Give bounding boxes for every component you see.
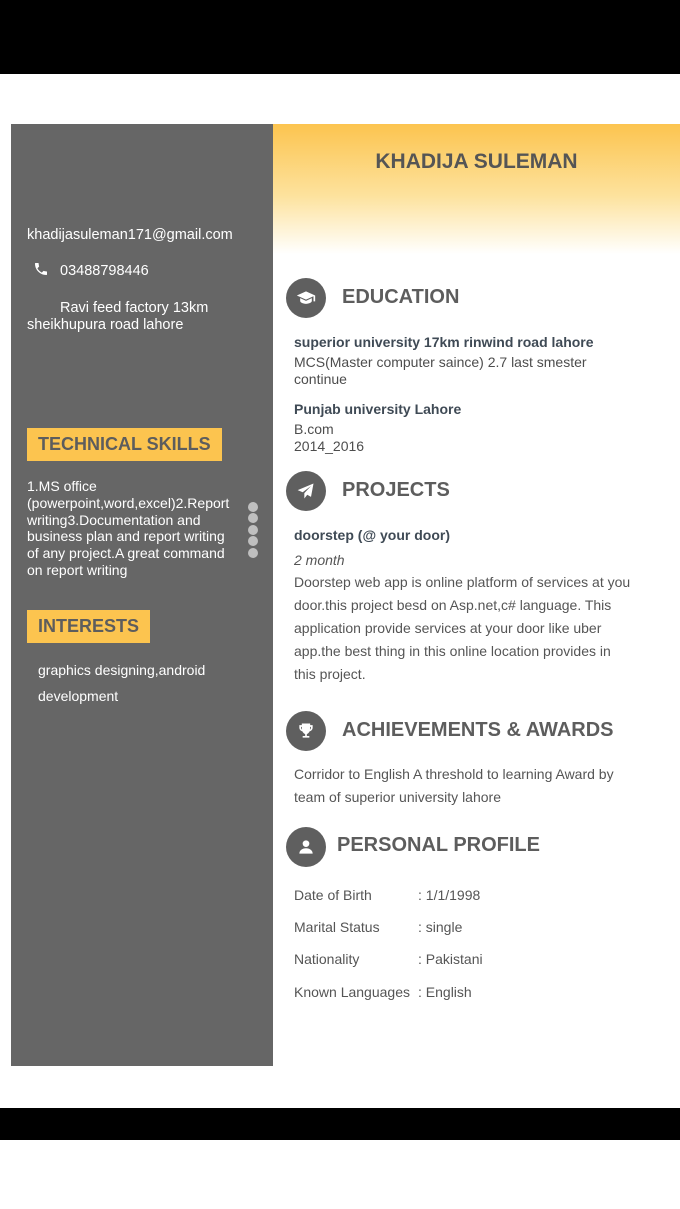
education-detail-1: MCS(Master computer saince) 2.7 last smester bbox=[294, 354, 587, 370]
dot bbox=[248, 536, 258, 546]
paper-plane-icon bbox=[296, 481, 316, 501]
address-line-1: Ravi feed factory 13km bbox=[60, 300, 209, 316]
project-duration: 2 month bbox=[294, 552, 345, 568]
trophy-icon bbox=[296, 721, 316, 741]
user-icon bbox=[296, 837, 316, 857]
skills-line: 1.MS office bbox=[27, 478, 97, 494]
address-line-2: sheikhupura road lahore bbox=[27, 317, 184, 333]
dob-value: : 1/1/1998 bbox=[418, 887, 481, 903]
project-line: this project. bbox=[294, 666, 366, 682]
dob-label: Date of Birth bbox=[294, 887, 372, 903]
languages-label: Known Languages bbox=[294, 984, 410, 1000]
achievement-line: Corridor to English A threshold to learning Award by bbox=[294, 766, 614, 782]
skills-line: (powerpoint,word,excel)2.Report bbox=[27, 494, 230, 511]
projects-title: PROJECTS bbox=[342, 479, 450, 501]
interests-line: graphics designing,android bbox=[38, 662, 206, 678]
project-line: application provide services at your door like uber bbox=[294, 620, 602, 636]
project-name: doorstep (@ your door) bbox=[294, 527, 450, 543]
skills-line: of any project.A great command bbox=[27, 545, 225, 562]
dot bbox=[248, 513, 258, 523]
dot bbox=[248, 525, 258, 535]
achievements-title: ACHIEVEMENTS & AWARDS bbox=[342, 719, 614, 741]
education-title: EDUCATION bbox=[342, 286, 460, 308]
top-black-bar bbox=[0, 0, 680, 74]
achievement-line: team of superior university lahore bbox=[294, 789, 501, 805]
person-name: KHADIJA SULEMAN bbox=[375, 150, 578, 173]
interests-line: development bbox=[38, 688, 119, 704]
interests-heading: INTERESTS bbox=[27, 610, 150, 643]
marital-value: : single bbox=[418, 919, 463, 935]
skills-line: on report writing bbox=[27, 561, 128, 578]
project-line: app.the best thing in this online location provides in bbox=[294, 643, 611, 659]
email-text: khadijasuleman171@gmail.com bbox=[27, 227, 233, 243]
education-detail-2b: 2014_2016 bbox=[294, 438, 365, 454]
achievements-icon-circle bbox=[286, 711, 326, 751]
dot bbox=[248, 548, 258, 558]
project-line: door.this project besd on Asp.net,c# language. This bbox=[294, 597, 612, 613]
languages-value: : English bbox=[418, 984, 472, 1000]
phone-icon bbox=[33, 261, 49, 277]
education-detail-1b: continue bbox=[294, 371, 347, 387]
marital-label: Marital Status bbox=[294, 919, 380, 935]
achievements-text bbox=[294, 763, 614, 809]
project-description bbox=[294, 571, 630, 686]
bottom-black-bar bbox=[0, 1108, 680, 1140]
education-detail-2: B.com bbox=[294, 421, 334, 437]
technical-skills-text bbox=[27, 478, 229, 579]
scroll-dots bbox=[248, 502, 259, 559]
skills-line: business plan and report writing bbox=[27, 528, 225, 545]
dot bbox=[248, 502, 258, 512]
project-line: Doorstep web app is online platform of services at you bbox=[294, 574, 631, 590]
interests-text bbox=[38, 657, 205, 709]
education-school-1: superior university 17km rinwind road lahore bbox=[294, 334, 594, 350]
phone-number: 03488798446 bbox=[60, 263, 149, 279]
nationality-value: : Pakistani bbox=[418, 951, 483, 967]
graduation-cap-icon bbox=[296, 288, 316, 308]
education-icon-circle bbox=[286, 278, 326, 318]
header-banner bbox=[273, 124, 680, 254]
sidebar bbox=[11, 124, 273, 1066]
skills-line: writing3.Documentation and bbox=[27, 511, 201, 528]
personal-icon-circle bbox=[286, 827, 326, 867]
projects-icon-circle bbox=[286, 471, 326, 511]
nationality-label: Nationality bbox=[294, 951, 360, 967]
education-school-2: Punjab university Lahore bbox=[294, 401, 462, 417]
technical-skills-heading: TECHNICAL SKILLS bbox=[27, 428, 222, 461]
personal-title: PERSONAL PROFILE bbox=[337, 834, 540, 856]
